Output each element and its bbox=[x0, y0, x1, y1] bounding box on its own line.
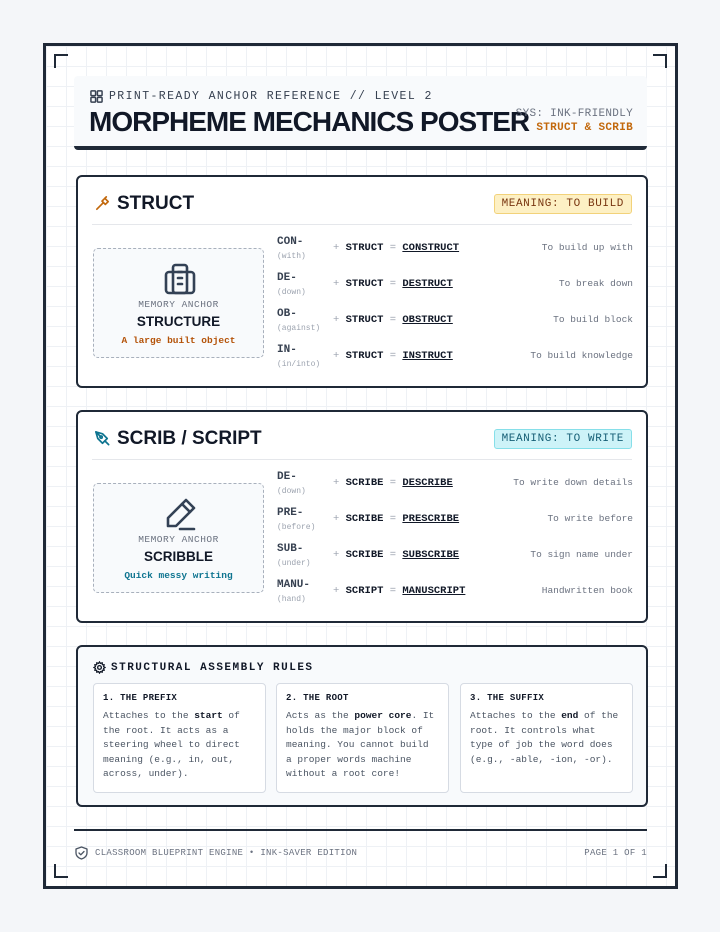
prefix: SUB- bbox=[277, 543, 304, 555]
meaning-badge: MEANING: TO BUILD bbox=[494, 194, 632, 214]
definition: To write down details bbox=[513, 477, 633, 488]
equation bbox=[333, 314, 453, 326]
equals-sign: = bbox=[389, 278, 397, 290]
header-kicker bbox=[90, 90, 433, 103]
meaning-badge: MEANING: TO WRITE bbox=[494, 429, 632, 449]
plus-sign: + bbox=[333, 278, 340, 290]
anchor-description: A large built object bbox=[121, 335, 236, 346]
equals-sign: = bbox=[389, 350, 397, 362]
rule-title: 1. THE PREFIX bbox=[103, 693, 178, 703]
root-card-struct bbox=[76, 175, 648, 388]
prefix-meaning: (hand) bbox=[277, 595, 306, 604]
rule-text: . It holds the major block of meaning. You cannot build a proper words machine without a root core! bbox=[286, 710, 435, 779]
root-part: SCRIBE bbox=[345, 477, 384, 489]
rule-body bbox=[470, 709, 623, 767]
prefix: MANU- bbox=[277, 579, 311, 591]
equation bbox=[333, 513, 459, 525]
word-equations bbox=[277, 234, 633, 378]
equation-row bbox=[277, 505, 633, 541]
plus-sign: + bbox=[333, 513, 340, 525]
prefix: IN- bbox=[277, 344, 297, 356]
rule-text: Acts as the bbox=[286, 710, 355, 721]
prefix-meaning: (down) bbox=[277, 487, 306, 496]
pen-nib-icon bbox=[94, 430, 111, 447]
equation-row bbox=[277, 270, 633, 306]
shield-icon bbox=[75, 846, 88, 860]
rules-heading bbox=[93, 661, 314, 674]
rule-text: of the root. It acts as a steering wheel to direct meaning (e.g., in, out, across, under). bbox=[103, 710, 240, 779]
anchor-label: MEMORY ANCHOR bbox=[138, 534, 219, 545]
rule-emphasis: start bbox=[194, 710, 223, 721]
prefix: CON- bbox=[277, 236, 304, 248]
definition: To build knowledge bbox=[530, 350, 633, 361]
equals-sign: = bbox=[389, 549, 397, 561]
definition: To build up with bbox=[541, 242, 633, 253]
equation bbox=[333, 477, 453, 489]
definition: To sign name under bbox=[530, 549, 633, 560]
root-part: SCRIBE bbox=[345, 513, 384, 525]
rule-emphasis: end bbox=[561, 710, 579, 721]
result-word: OBSTRUCT bbox=[402, 314, 453, 326]
equation bbox=[333, 549, 459, 561]
rule-card-suffix bbox=[460, 683, 633, 793]
anchor-description: Quick messy writing bbox=[124, 570, 233, 581]
root-card-header bbox=[92, 426, 632, 460]
result-word: SUBSCRIBE bbox=[402, 549, 460, 561]
gear-icon bbox=[93, 661, 106, 674]
equals-sign: = bbox=[389, 242, 397, 254]
sys-label: SYS: INK-FRIENDLY bbox=[515, 108, 633, 120]
definition: Handwritten book bbox=[541, 585, 633, 596]
result-word: INSTRUCT bbox=[402, 350, 453, 362]
equation bbox=[333, 278, 453, 290]
root-title: STRUCT bbox=[117, 193, 195, 214]
prefix-meaning: (under) bbox=[277, 559, 311, 568]
root-part: STRUCT bbox=[345, 278, 384, 290]
footer-text: CLASSROOM BLUEPRINT ENGINE • INK-SAVER EDITION bbox=[95, 848, 358, 858]
result-word: DESTRUCT bbox=[402, 278, 453, 290]
result-word: CONSTRUCT bbox=[402, 242, 460, 254]
plus-sign: + bbox=[333, 585, 340, 597]
result-word: DESCRIBE bbox=[402, 477, 453, 489]
definition: To write before bbox=[547, 513, 633, 524]
plus-sign: + bbox=[333, 242, 340, 254]
prefix: PRE- bbox=[277, 507, 304, 519]
root-card-header bbox=[92, 191, 632, 225]
equation-row bbox=[277, 577, 633, 613]
plus-sign: + bbox=[333, 549, 340, 561]
rule-card-prefix bbox=[93, 683, 266, 793]
rule-text: Attaches to the bbox=[103, 710, 195, 721]
rule-title: 2. THE ROOT bbox=[286, 693, 349, 703]
rule-card-root bbox=[276, 683, 449, 793]
prefix-meaning: (against) bbox=[277, 324, 321, 333]
rule-text: Attaches to the bbox=[470, 710, 562, 721]
root-card-scrib bbox=[76, 410, 648, 623]
equation bbox=[333, 242, 459, 254]
rule-title: 3. THE SUFFIX bbox=[470, 693, 545, 703]
anchor-word: SCRIBBLE bbox=[143, 549, 213, 564]
plus-sign: + bbox=[333, 350, 340, 362]
rule-body bbox=[103, 709, 256, 782]
equation bbox=[333, 585, 465, 597]
pencil-icon bbox=[162, 496, 198, 532]
plus-sign: + bbox=[333, 314, 340, 326]
equation-row bbox=[277, 234, 633, 270]
result-word: PRESCRIBE bbox=[402, 513, 460, 525]
plus-sign: + bbox=[333, 477, 340, 489]
anchor-label: MEMORY ANCHOR bbox=[138, 299, 219, 310]
prefix: DE- bbox=[277, 471, 297, 483]
word-equations bbox=[277, 469, 633, 613]
root-part: SCRIPT bbox=[345, 585, 384, 597]
corner-mark-bottom-right bbox=[653, 864, 667, 878]
page-number: PAGE 1 OF 1 bbox=[584, 848, 647, 858]
root-part: SCRIBE bbox=[345, 549, 384, 561]
prefix: DE- bbox=[277, 272, 297, 284]
equation-row bbox=[277, 541, 633, 577]
poster-footer bbox=[74, 829, 647, 865]
grid-icon bbox=[90, 90, 103, 103]
root-part: STRUCT bbox=[345, 314, 384, 326]
prefix-meaning: (in/into) bbox=[277, 360, 321, 369]
memory-anchor bbox=[93, 248, 264, 358]
equation bbox=[333, 350, 453, 362]
sys-subtitle: STRUCT & SCRIB bbox=[536, 122, 633, 134]
memory-anchor bbox=[93, 483, 264, 593]
equation-row bbox=[277, 306, 633, 342]
result-word: MANUSCRIPT bbox=[402, 585, 466, 597]
anchor-word: STRUCTURE bbox=[136, 314, 221, 329]
prefix: OB- bbox=[277, 308, 297, 320]
kicker-text: PRINT-READY ANCHOR REFERENCE // LEVEL 2 bbox=[109, 90, 433, 103]
root-part: STRUCT bbox=[345, 242, 384, 254]
page-title: MORPHEME MECHANICS POSTER bbox=[89, 106, 530, 137]
poster-header bbox=[74, 76, 647, 150]
definition: To break down bbox=[558, 278, 633, 289]
corner-mark-top-right bbox=[653, 54, 667, 68]
hammer-icon bbox=[94, 195, 111, 212]
equals-sign: = bbox=[389, 585, 397, 597]
poster-frame bbox=[43, 43, 678, 889]
corner-mark-top-left bbox=[54, 54, 68, 68]
equation-row bbox=[277, 469, 633, 505]
equals-sign: = bbox=[389, 314, 397, 326]
prefix-meaning: (with) bbox=[277, 252, 306, 261]
prefix-meaning: (before) bbox=[277, 523, 316, 532]
rule-emphasis: power core bbox=[354, 710, 412, 721]
prefix-meaning: (down) bbox=[277, 288, 306, 297]
rule-text: of the root. It controls what type of job the word does (e.g., -able, -ion, -or). bbox=[470, 710, 619, 765]
assembly-rules-panel bbox=[76, 645, 648, 807]
root-part: STRUCT bbox=[345, 350, 384, 362]
root-title: SCRIB / SCRIPT bbox=[117, 428, 262, 449]
rules-title: STRUCTURAL ASSEMBLY RULES bbox=[111, 661, 314, 674]
equals-sign: = bbox=[389, 477, 397, 489]
definition: To build block bbox=[553, 314, 633, 325]
rule-body bbox=[286, 709, 439, 782]
equation-row bbox=[277, 342, 633, 378]
corner-mark-bottom-left bbox=[54, 864, 68, 878]
equals-sign: = bbox=[389, 513, 397, 525]
building-icon bbox=[162, 261, 198, 297]
